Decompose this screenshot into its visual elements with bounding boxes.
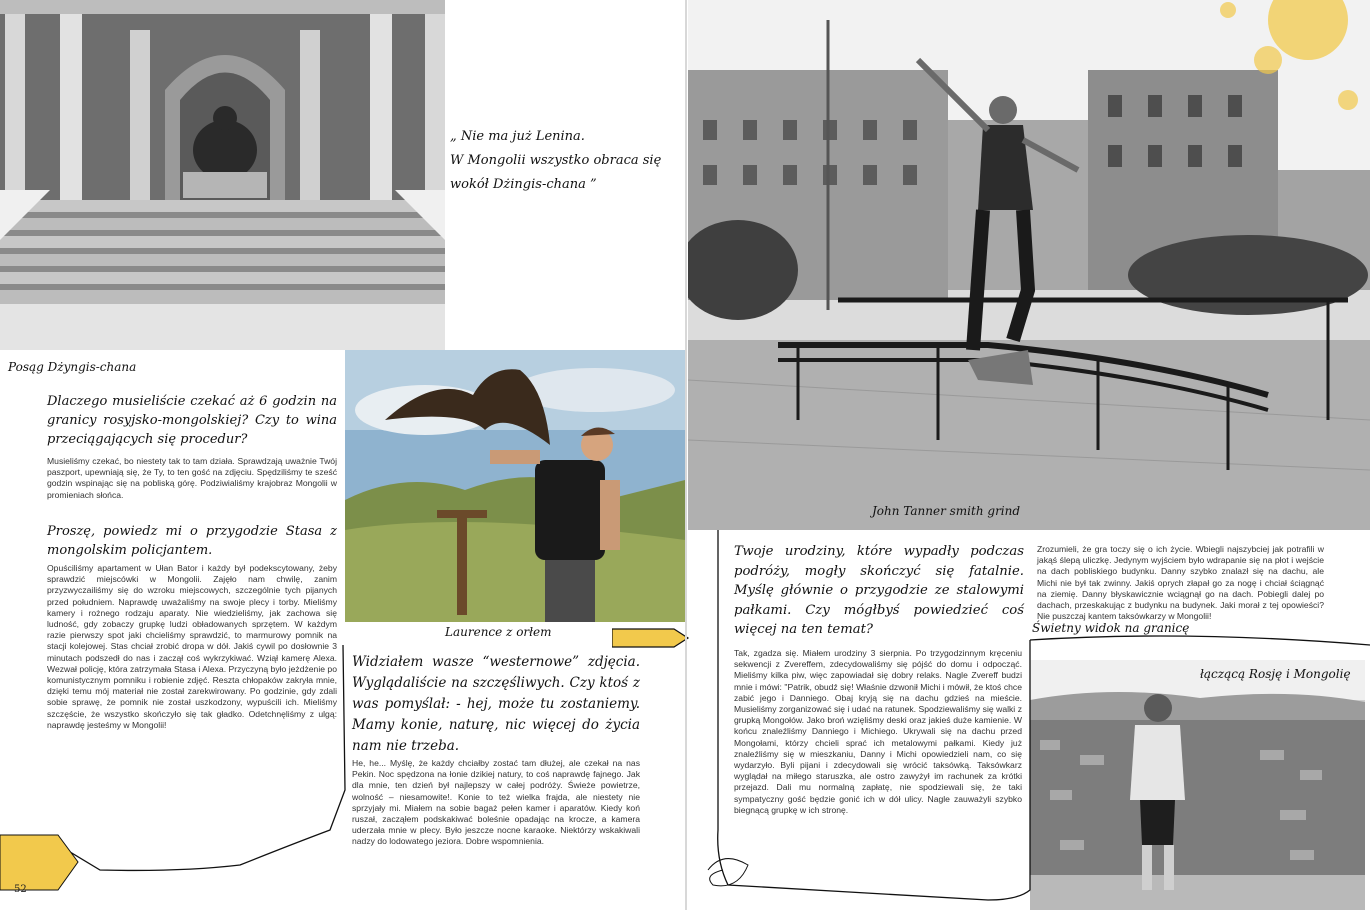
question-1: Dlaczego musieliście czekać aż 6 godzin na granicy rosyjsko-mongolskiej? Czy to wina przeciągających się procedur? [47,394,337,447]
answer-4: Tak, zgadza się. Miałem urodziny 3 sierpnia. Po trzygodzinnym kręceniu sekwencji z Zvereffem, zdecydowaliśmy się pójść do domu i odpocząć. Mieliśmy kilka piw, więc zapowiadał się dobry relaks. Nagle Zvereff budzi mnie i mówi: "Patrik, obudź się! Właśnie dzwonił Michi i mówił, że ktoś chce zabić jego i Danniego. Obaj kryją się na dachu gdzieś na mieście. Musieliśmy zorganizować się i udać na ratunek. Spodziewaliśmy się walki z grupką Mongołów. Jako broń wzięliśmy deski oraz jakieś duże kamienie. W końcu znaleźliśmy Danniego i Michiego. Ukrywali się na dachu przed Mongołami, którzy chcieli sprać ich metalowymi pałkami. Kiedy już znaleźliśmy się w mieszkaniu, Danny i Michi opowiedzieli nam, co się wydarzyło. Byli pijani i zdecydowali się wrócić taksówką. Taksówkarz wyglądał na miłego staruszka, ale ostro zawyżył im rachunek za krótki przejazd. Dali mu normalną zapłatę, nie spodziewali się, że taki sympatyczny gość będzie gonić ich w dół ulicy. Nagle zauważyli szybko biegnącą grupkę w ich stronę. [734,648,1022,815]
pull-quote: „ Nie ma już Lenina. W Mongolii wszystko obraca się wokół Dżingis-chana ” [450,129,662,192]
view-caption: Świetny widok na granicę [1032,621,1190,635]
eagle-caption: Laurence z orłem [445,625,552,639]
eagle-photo [345,350,685,622]
answer-3: He, he... Myślę, że każdy chciałby zostać tam dłużej, ale czekał na nas Pekin. Noc spędzona na łonie dzikiej natury, to coś naprawdę fajnego. Jak dla mnie, ten dzień był najlepszy w całej podróży. Świeże powietrze, wolność – niesamowite!. Konie to też wielka frajda, ale niestety nie sprzyjały mi. Miałem na sobie bagaż pełen kamer i aparatów. Kiedy koń ruszał, zacząłem podskakiwać boleśnie opadając na krocze, a kamera uderzała mnie w plecy. Było jeszcze nocne karaoke. Niektórzy wskakiwali nadzy do lodowatego jeziora. Dobre wspomnienia. [352,758,640,847]
statue-caption: Posąg Dżyngis-chana [8,360,137,374]
torn-edge-decoration-right [688,530,1370,910]
skate-photo [688,0,1370,530]
answer-2: Opuściliśmy apartament w Ułan Bator i każdy był podekscytowany, żeby sprawdzić miejscówki w Mongolii. Zajęło nam chwilę, zanim przyzwyczailiśmy się do wzroku miejscowych, szczególnie tych pijanych przed południem. Naprawdę uważaliśmy na swoje plecy i torby. Mieliśmy kamery i rożnego rodzaju aparaty. Nie wiedzieliśmy, jak zachowa się ludność, gdy zobaczy grupkę ludzi obładowanych sprzętem. W każdym razie pierwszy spot jaki chcieliśmy sprawdzić, to marmurowy pomnik na stacji kolejowej. Stas chciał zrobić dropa w dół. Jakiś cywil po dosłownie 3 minutach podszedł do nas i zaczął coś wykrzykiwać. Wziął kamerę Alexa. Wezwał policję, która zatrzymała Stasa i Alexa. Przyczyną było jeżdżenie po komunistycznym pomniku i robienie zdjęć. Reszta chłopaków zakryła mnie, dzięki temu mój materiał nie został zarekwirowany. Po godzinie, gdy zdali sobie sprawę, że pomnik nie został uszkodzony, wypuścili ich. Mieliśmy szczęście, że wszystko skończyło się tak gładko. Odetchnęliśmy z ulgą: naprawdę jesteśmy w Mongolii! [47,563,337,730]
statue-photo [0,0,445,350]
question-2: Proszę, powiedz mi o przygodzie Stasa z mongolskim policjantem. [47,524,337,558]
view-subcaption: łączącą Rosję i Mongolię [1200,667,1351,681]
page-number: 52 [14,884,27,895]
question-3: Widziałem wasze “westernowe” zdjęcia. Wyglądaliście na szczęśliwych. Czy ktoś z was pomyślał: - hej, może tu zostaniemy. Mamy konie, naturę, nic więcej do życia nam nie trzeba. [352,654,640,754]
page-gutter [685,0,687,910]
question-4: Twoje urodziny, które wypadły podczas podróży, mogły skończyć się fatalnie. Myślę głównie o przygodzie ze stalowymi pałkami. Czy mógłbyś powiedzieć coś więcej na ten temat? [734,544,1024,637]
answer-5: Zrozumieli, że gra toczy się o ich życie. Wbiegli najszybciej jak potrafili w jakąś ślepą uliczkę. Jedynym wyjściem było wdrapanie się na płot i wejście na dach pobliskiego budynku. Danny szybko znalazł się na dachu, ale Michi nie był tak zwinny. Jakiś oprych złapał go za nogę i chciał ściągnąć na ziemię. Danny błyskawicznie wciągnął go na dach. Pobiegli dalej po dachach, przeskakując z budynku na budynek. Jaki morał z tej opowieści? Nie puszczaj kantem taksówkarzy w Mongolii! [1037,544,1324,622]
torn-edge-decoration [0,640,685,910]
answer-1: Musieliśmy czekać, bo niestety tak to tam działa. Sprawdzają uważnie Twój paszport, upewniają się, że Ty, to ten gość na zdjęciu. Spędziliśmy te sześć godzin wspinając się na pobliską górę. Podziwialiśmy krajobraz Mongolii w promieniach słońca. [47,456,337,500]
skate-caption: John Tanner smith grind [872,504,1021,518]
